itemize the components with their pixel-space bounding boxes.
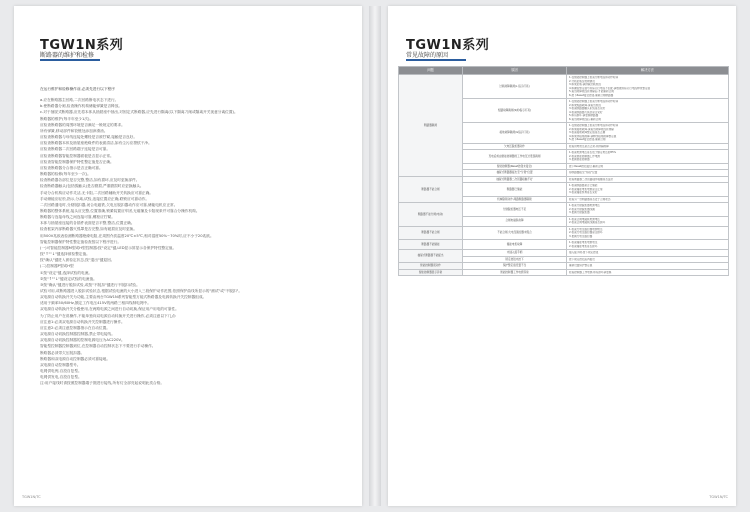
fault-table [398,66,729,276]
solution-step: 3.检查接地故障整定值是否正确 [569,131,606,134]
solution-step: 按下锁定按钮后再摇出 [569,257,595,261]
cause-cell: 锁定按钮未按下 [463,256,567,263]
solution-step: 3.检查储能机构是否完好 [569,191,598,194]
text-line: 为了防止用户在误操作,不能单独向双电源自动转换开关进行操作,必须注意以下几点: [40,313,177,318]
text-line: 按"↑""↓"键选择被检整定值。 [40,252,90,257]
solution-cell [567,183,729,197]
header-cause: 原因 [463,67,567,75]
solution-step: 6.按下Reset复位按钮,重新合闸断路器 [569,93,614,97]
text-line: 应检查断路器二次回路端子连接是否可靠。 [40,147,111,152]
text-line: 注:用户接线时请按照控制器端子图进行接线,所有灯全部亮起说明此类合格。 [40,381,165,386]
solution-step: 检查供电电压是否正常,并排除故障 [569,144,609,148]
problem-cell: 断路器不能分闸(电动) [399,203,463,227]
problem-cell: 断路器不能合闸 [399,176,463,203]
problem-cell: 智能控制器误动作 [399,263,463,270]
title-underline [406,59,466,61]
page-footer: TGW1N/TC [22,495,41,499]
solution-step: 检查断路器二次回路插件接触是否良好 [569,177,614,181]
text-line: ②按"↑""↓"键设定试验的电流值。 [40,276,97,281]
cause-cell: 断路器已储能 [463,183,567,197]
solution-step: 检查另一台断路器是否处于合闸状态 [569,197,611,201]
solution-step: 检查控制器工作电源,如有损坏请更换 [569,270,612,274]
solution-cell [567,75,729,99]
text-line: 智能控制器保护特性整定值检查按以下程序进行。 [40,239,122,244]
text-line: 检查断路器各部位是否完整,整洁,如有损坏,应及时更换部件。 [40,178,140,183]
problem-cell: 断路器不能合闸 [399,226,463,240]
cause-cell: 机械联锁动作,两路断路器联锁 [463,196,567,203]
solution-cell [567,203,729,217]
solution-step: 3.更换智能控制器 [569,158,590,161]
solution-step: 1.检查断路器是否已储能 [569,184,598,187]
text-line: 应注意1:必须双电源自动转换开关控制器进行操作。 [40,319,125,324]
page-footer: TGW1N/TC [709,495,728,499]
table-row [399,269,729,276]
text-line: a.应在断路器主回路,二次回路断电状态下进行。 [40,98,119,103]
cause-cell: 欠电压脱扣器动作 [463,143,567,150]
cause-cell: 接地故障跳闸(G指示灯亮) [463,123,567,144]
solution-step: 6.查出故障原因后,重新合闸 [569,117,601,121]
solution-step: 1.检查电源电压是否低于额定电压的85% [569,151,617,154]
problem-cell: 智能控制器显示异常 [399,269,463,276]
cause-cell: 抽屉式断路器二次回路接触不好 [463,176,567,183]
book-spine [369,6,381,506]
cause-cell: 智能控制器(Reset按钮未复位) [463,163,567,170]
header-solution: 解决方法 [567,67,729,75]
table-row [399,75,729,99]
cause-cell: 储能电机故障 [463,240,567,250]
solution-step: 3.检查断路器触头系统是否完好 [569,107,606,110]
solution-step: 4.如果非接地故障,请修改接地故障整定值 [569,134,617,138]
left-page [14,6,362,506]
page-subtitle: 常见故障的原因 [406,52,449,59]
solution-step: 将断路器摇至"连接"位置 [569,171,598,174]
solution-step: 1.检查分励脱扣器电源电压 [569,204,601,207]
solution-step: 2.检查储能电机是否损坏 [569,244,598,248]
solution-cell [567,240,729,250]
solution-step: 2.如果短路故障,请查出原因 [569,103,601,107]
problem-cell: 断路器跳闸 [399,75,463,177]
cause-cell: 过载故障跳闸(L 指示灯亮) [463,75,567,99]
text-line: 应注意2:必须注意控制器指示在自动位置。 [40,325,110,330]
text-line: 检查框架内部断路器灭弧罩是否完整,如有破损应及时更换。 [40,227,138,232]
text-line: 电网供发电,自投自复型。 [40,375,82,380]
solution-step: 4.如确需整定值与实际运行电流不匹配,请根据实际运行电流修改整定值 [569,86,651,90]
title-underline [40,59,100,61]
solution-step: 2.分析负载及电网情况 [569,79,595,83]
solution-step: 2.检查欠电压脱扣器是否损坏 [569,231,603,234]
text-line: 双电源自动控制器型号。 [40,362,81,367]
solution-step: 2.检查合闸电磁铁线圈是否损坏 [569,221,606,224]
page-subtitle: 断路器的维护和检修 [40,52,95,59]
solution-step: 1.检查欠电压脱扣器电源电压 [569,227,603,231]
solution-step: 2.如果接地故障,请查出故障原因并排除 [569,127,614,131]
text-line: 应检查断路器的周围环境是否满足一般规定的要求。 [40,122,125,127]
maintenance-text [40,86,340,387]
cause-cell: 合闸电磁铁故障 [463,216,567,226]
text-line: 手动分合机构应动作灵活,无卡阻,二次回路辅助开关转换应可靠正确。 [40,190,153,195]
text-line: (一)可智能控制器M型或H型控制器:按"设定"键,LED显示屏显示各保护特性整定值。 [40,245,177,250]
text-line: 电网供电例,自投自复型。 [40,369,82,374]
solution-step: 2.检查智能控制器工作电源 [569,154,601,158]
text-line: 手动储能应轻松,指示,分离,试验,连接位置应正确,联锁应可靠动作。 [40,196,150,201]
text-line: 双电源自动切换控制器控制器,禁止带电接线。 [40,332,115,337]
text-line: 双电源自动转换开关为功能,主要由两台TGW1N系列智能型万能式断路器及电源转换开关控制器组成。 [40,295,207,300]
text-line: 检查断路器触头(包括弧触头)是否磨损,严重磨损时应更换触头。 [40,184,144,189]
cause-cell: 充电后或由智能控制器的工作电压过低误跳闸 [463,150,567,164]
problem-cell: 断路器不能储能 [399,240,463,250]
cause-cell: 保护整定值设置不当 [463,263,567,270]
solution-cell [567,150,729,164]
table-header-row [399,67,729,75]
text-line: 双电源自动转换开关分级使用,在两路电源之间进行自动切换,保证用户用电的可靠性。 [40,307,179,312]
text-line: 应检查断路器分合指示是否正确可靠。 [40,165,103,170]
text-line: 适用于频率50/60Hz,额定工作电压415V的两路三相四线制电网中。 [40,301,151,306]
solution-cell [567,99,729,123]
text-line: 断路器与连接母线之间连接可靠,螺栓应拧紧。 [40,215,115,220]
table-row [399,226,729,240]
cause-cell: 不能合闸,欠电压脱扣器未吸合 [463,226,567,240]
solution-step: 4.检查断路器灭弧罩是否完好 [569,110,603,114]
solution-step: 3.更换分励脱扣器 [569,211,590,214]
page-title: TGW1N系列 [406,38,490,53]
solution-step: 1.在智能控制器上检查分断电流和动作时间 [569,124,619,127]
text-line: 断路器的检修(每年至少一次)。 [40,172,91,177]
solution-step: 1.在智能控制器上检查分断电流和动作时间 [569,100,619,103]
table-row [399,240,729,250]
solution-step: 1.在智能控制器上检查分断电流和动作时间 [569,76,619,79]
text-line: c.对于抽屉式断路器,应先将本体从抽屉座中抽出,对固定式断路器,应先进行隔离(以下隔离刀闸或隔离开关视意分离位置)。 [40,110,238,115]
page-title: TGW1N系列 [40,38,124,53]
solution-cell [567,123,729,144]
text-line: 断路器的整体系统,接头应完整,位置准确,锁紧装置应牢固,无碰撞及卡阻现象并可靠合分操作机构。 [40,208,200,213]
solution-step: 1.检查合闸电磁铁电源电压 [569,217,601,221]
text-line: 在运行维护和检修操作前,必须先进行以下程序 [40,87,115,91]
text-line: ③按"确认"键进行脱扣试验,或按"不脱扣"键进行不脱扣试验。 [40,282,140,287]
text-line: ①按"设定"键,选择试验的电流。 [40,270,93,275]
solution-step: 3.更换欠电压脱扣器 [569,234,593,238]
text-line: 所有弹簧,移动部件和铰链处添加润滑油。 [40,128,108,133]
text-line: 应检查智能控制器保护特性整定值是否正确。 [40,159,114,164]
solution-step: 2.检查分励脱扣器线圈 [569,207,595,211]
cause-cell: 未插入摇手柄 [463,250,567,257]
cause-cell: 智能控制器工作电源异常 [463,269,567,276]
text-line: 本体与抽屉座连接的各插件表面是否平整,整洁,位置正确。 [40,221,135,226]
text-line: 应检查断路器智能控制器面板是否显示正常。 [40,153,114,158]
text-line: (二)控制器P型或H型 [40,264,74,269]
solution-step: 2.检查储能电机电源是否正常 [569,187,603,191]
solution-step: 5.如有损坏,请更换断路器 [569,114,599,117]
text-line: 断路器必须带欠压脱扣器。 [40,350,85,355]
text-line: 断路器和双电源自动控制器必须可靠接地。 [40,356,111,361]
text-line: 用500V兆欧表检测断路器绝缘电阻,在周围介质温度20℃±5℃,相对湿度50%~70%时,应不小于20兆欧。 [40,233,214,238]
text-line: 断路器的维护(每半年至少1次)。 [40,116,94,121]
cause-cell: 抽屉式断路器摇出至"分离"位置 [463,170,567,177]
solution-step: 3.如果负载,请排除过载原因 [569,83,601,86]
solution-step: 重新设置保护整定值 [569,264,593,267]
text-line: 按"确认"键进入被检定状态,按"退出"键退回。 [40,258,115,263]
cause-cell: 短路故障跳闸(S或I指示灯亮) [463,99,567,123]
solution-step: 插入摇手柄,按下锁定按钮 [569,251,599,254]
table-row [399,203,729,217]
solution-step: 1.检查储能电机电源电压 [569,241,598,244]
solution-step: 5.按下Reset复位按钮,重新合闸 [569,138,606,141]
right-page [388,6,736,506]
text-line: 应检查断路器本体及抽屉座绝缘件的表面清洁,如有尘污应擦拭干净。 [40,141,152,146]
solution-step: 按下Reset按钮复位,重新合闸 [569,164,604,168]
solution-cell [567,269,729,276]
text-line: 应检查断路器与母线连接处螺栓是否被拧紧,接触是否良好。 [40,135,138,140]
text-line: 二次回路通电时,分励脱扣器,闭合电磁铁,欠电压脱扣器动作应可靠,储能电机应正常。 [40,202,178,207]
header-problem: 问题 [399,67,463,75]
solution-cell [567,226,729,240]
problem-cell: 抽屉式断路器不能摇出 [399,250,463,263]
solution-cell [567,216,729,226]
text-line: 双电源自动切换控制器的控制电源电压为AC220V。 [40,338,125,343]
text-line: b.使断路器分闸,检查操作机构储能弹簧是否释放。 [40,104,123,109]
text-line: 智能型控制器控制器到位,在控制器自动控制状态下不要进行手动操作。 [40,344,156,349]
solution-step: 5.查出故障原因并排除后,才能重新合闸 [569,90,614,93]
cause-cell: 分励脱扣器电压不足 [463,203,567,217]
text-line: 试验可用,或断路器进入脱扣试验状态,根据试验电流的大小进入三段保护动作范围,依照保护曲线所显示的"测试"或"不脱扣"。 [40,289,243,293]
